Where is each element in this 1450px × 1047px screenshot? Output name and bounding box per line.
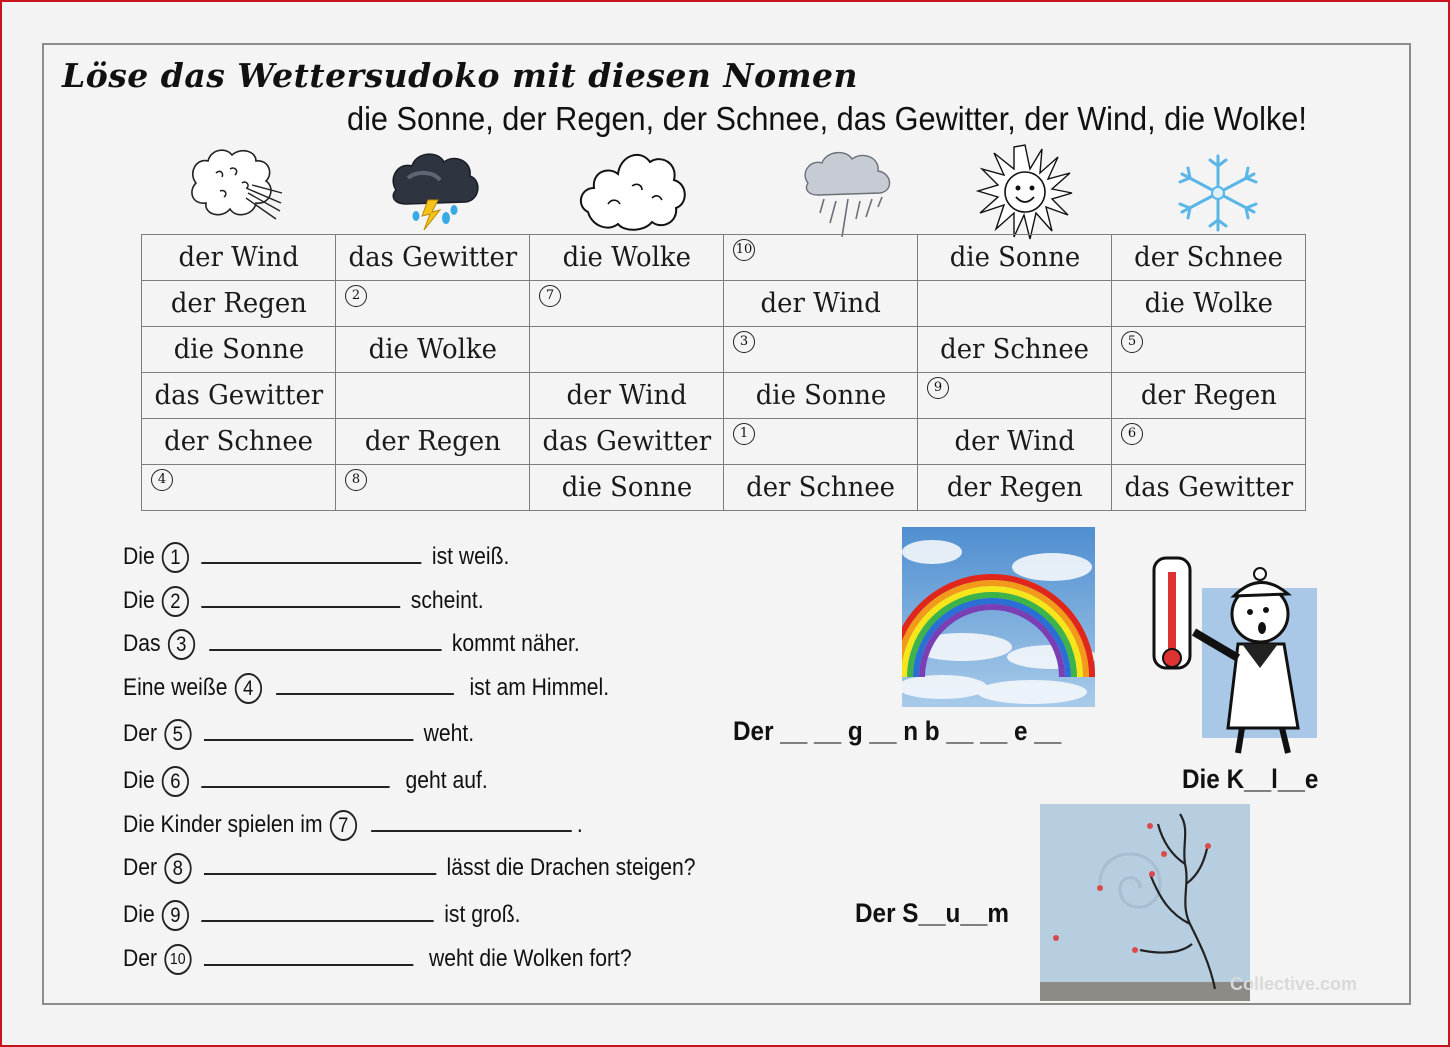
answer-blank[interactable] bbox=[204, 946, 413, 966]
sudoku-empty-cell[interactable] bbox=[1112, 327, 1306, 373]
cell-number-badge: 6 bbox=[1121, 423, 1143, 445]
sentence-start: Das bbox=[123, 629, 161, 657]
number-badge: 6 bbox=[162, 766, 189, 797]
number-badge: 4 bbox=[235, 673, 262, 704]
answer-blank[interactable] bbox=[276, 675, 454, 695]
number-badge: 8 bbox=[164, 853, 191, 884]
rainbow-image bbox=[902, 527, 1095, 707]
sudoku-cell bbox=[1112, 465, 1306, 511]
exercise-sentence bbox=[123, 853, 695, 884]
answer-blank[interactable] bbox=[201, 588, 400, 608]
number-badge: 7 bbox=[330, 810, 357, 841]
sudoku-empty-cell[interactable] bbox=[918, 373, 1112, 419]
sudoku-empty-cell[interactable] bbox=[918, 281, 1112, 327]
sudoku-empty-cell[interactable] bbox=[724, 235, 918, 281]
cell-word: die Sonne bbox=[561, 472, 692, 503]
sudoku-row bbox=[142, 327, 1306, 373]
cell-word: die Sonne bbox=[949, 242, 1080, 273]
sudoku-cell bbox=[1112, 373, 1306, 419]
number-badge: 9 bbox=[162, 900, 189, 931]
sudoku-empty-cell[interactable] bbox=[530, 281, 724, 327]
sudoku-empty-cell[interactable] bbox=[724, 419, 918, 465]
cell-number-badge: 4 bbox=[151, 469, 173, 491]
cell-word: der Regen bbox=[1140, 380, 1277, 411]
sudoku-cell bbox=[530, 235, 724, 281]
cell-word: die Wolke bbox=[562, 242, 691, 273]
sentence-start: Der bbox=[123, 719, 158, 747]
answer-blank[interactable] bbox=[201, 544, 421, 564]
sturm-hint: Der S__u__m bbox=[855, 898, 1009, 928]
sentence-end: ist am Himmel. bbox=[469, 673, 610, 701]
answer-blank[interactable] bbox=[201, 902, 433, 922]
answer-blank[interactable] bbox=[204, 721, 413, 741]
cell-word: das Gewitter bbox=[542, 426, 711, 457]
sudoku-empty-cell[interactable] bbox=[1112, 419, 1306, 465]
exercise-sentence bbox=[123, 629, 580, 660]
exercise-sentence bbox=[123, 719, 474, 750]
number-badge: 2 bbox=[162, 586, 189, 617]
sudoku-cell bbox=[142, 373, 336, 419]
sentence-end: . bbox=[576, 810, 583, 838]
sentence-end: ist weiß. bbox=[431, 542, 510, 570]
sentence-end: lässt die Drachen steigen? bbox=[446, 853, 696, 881]
sudoku-cell bbox=[724, 281, 918, 327]
sentence-start: Die Kinder spielen im bbox=[123, 810, 323, 838]
sudoku-cell bbox=[918, 235, 1112, 281]
sudoku-empty-cell[interactable] bbox=[724, 327, 918, 373]
sudoku-cell bbox=[142, 327, 336, 373]
cell-word: der Regen bbox=[946, 472, 1083, 503]
exercise-sentence bbox=[123, 673, 609, 704]
sudoku-empty-cell[interactable] bbox=[336, 281, 530, 327]
sudoku-cell bbox=[530, 419, 724, 465]
number-badge: 3 bbox=[168, 629, 195, 660]
exercise-sentence bbox=[123, 766, 488, 797]
cell-word: das Gewitter bbox=[1124, 472, 1293, 503]
sentence-start: Die bbox=[123, 586, 155, 614]
cell-word: das Gewitter bbox=[348, 242, 517, 273]
sudoku-cell bbox=[336, 327, 530, 373]
sudoku-row bbox=[142, 465, 1306, 511]
cell-number-badge: 9 bbox=[927, 377, 949, 399]
cell-word: die Sonne bbox=[755, 380, 886, 411]
storm-tree-image bbox=[1040, 804, 1250, 1001]
number-badge: 10 bbox=[164, 944, 191, 975]
answer-blank[interactable] bbox=[204, 855, 436, 875]
answer-blank[interactable] bbox=[209, 631, 441, 651]
sentence-start: Eine weiße bbox=[123, 673, 228, 701]
cell-word: das Gewitter bbox=[154, 380, 323, 411]
cell-word: die Sonne bbox=[173, 334, 304, 365]
answer-blank[interactable] bbox=[371, 812, 572, 832]
sudoku-cell bbox=[530, 465, 724, 511]
answer-blank[interactable] bbox=[201, 768, 389, 788]
sudoku-row bbox=[142, 281, 1306, 327]
sudoku-row bbox=[142, 235, 1306, 281]
sudoku-row bbox=[142, 373, 1306, 419]
exercise-sentence bbox=[123, 900, 520, 931]
sentence-end: weht die Wolken fort? bbox=[428, 944, 632, 972]
cell-number-badge: 2 bbox=[345, 285, 367, 307]
number-badge: 5 bbox=[164, 719, 191, 750]
exercise-sentence bbox=[123, 944, 632, 975]
sentence-end: scheint. bbox=[410, 586, 484, 614]
sudoku-grid bbox=[141, 234, 1306, 511]
sentence-start: Die bbox=[123, 542, 155, 570]
sudoku-empty-cell[interactable] bbox=[336, 373, 530, 419]
exercise-sentence bbox=[123, 810, 583, 841]
cell-number-badge: 1 bbox=[733, 423, 755, 445]
cell-word: der Schnee bbox=[164, 426, 313, 457]
sudoku-cell bbox=[918, 327, 1112, 373]
sudoku-cell bbox=[530, 373, 724, 419]
sudoku-cell bbox=[336, 419, 530, 465]
cell-word: der Wind bbox=[566, 380, 687, 411]
sudoku-empty-cell[interactable] bbox=[530, 327, 724, 373]
sudoku-row bbox=[142, 419, 1306, 465]
sentence-end: geht auf. bbox=[405, 766, 488, 794]
cell-word: der Schnee bbox=[1134, 242, 1283, 273]
sudoku-cell bbox=[724, 465, 918, 511]
sudoku-cell bbox=[142, 419, 336, 465]
sudoku-cell bbox=[1112, 235, 1306, 281]
cell-word: die Wolke bbox=[368, 334, 497, 365]
cell-number-badge: 7 bbox=[539, 285, 561, 307]
cell-number-badge: 3 bbox=[733, 331, 755, 353]
cell-word: der Wind bbox=[178, 242, 299, 273]
sudoku-cell bbox=[918, 419, 1112, 465]
sudoku-cell bbox=[142, 235, 336, 281]
cell-word: der Schnee bbox=[746, 472, 895, 503]
regenbogen-hint: Der __ __ g __ n b __ __ e __ bbox=[733, 716, 1062, 746]
sudoku-cell bbox=[142, 281, 336, 327]
cell-word: die Wolke bbox=[1144, 288, 1273, 319]
cell-word: der Schnee bbox=[940, 334, 1089, 365]
sudoku-cell bbox=[336, 235, 530, 281]
sentence-start: Die bbox=[123, 900, 155, 928]
watermark: Collective.com bbox=[1230, 974, 1358, 994]
worksheet-title: Löse das Wettersudoko mit diesen Nomen bbox=[62, 56, 858, 95]
noun-list: die Sonne, der Regen, der Schnee, das Gewitter, der Wind, die Wolke! bbox=[347, 100, 1307, 137]
sudoku-empty-cell[interactable] bbox=[336, 465, 530, 511]
cell-word: der Regen bbox=[364, 426, 501, 457]
sentence-start: Der bbox=[123, 944, 158, 972]
sudoku-cell bbox=[724, 373, 918, 419]
cell-number-badge: 8 bbox=[345, 469, 367, 491]
kaelte-hint: Die K__l__e bbox=[1182, 764, 1319, 794]
sentence-end: kommt näher. bbox=[451, 629, 580, 657]
sentence-end: ist groß. bbox=[444, 900, 521, 928]
cell-word: der Wind bbox=[760, 288, 881, 319]
cold-man-image bbox=[1142, 548, 1322, 760]
sudoku-empty-cell[interactable] bbox=[142, 465, 336, 511]
sudoku-cell bbox=[918, 465, 1112, 511]
exercise-sentence bbox=[123, 586, 484, 617]
exercise-sentence bbox=[123, 542, 509, 573]
sentence-start: Die bbox=[123, 766, 155, 794]
sentence-end: weht. bbox=[423, 719, 475, 747]
sudoku-cell bbox=[1112, 281, 1306, 327]
number-badge: 1 bbox=[162, 542, 189, 573]
cell-number-badge: 5 bbox=[1121, 331, 1143, 353]
sentence-start: Der bbox=[123, 853, 158, 881]
cell-number-badge: 10 bbox=[733, 239, 755, 261]
cell-word: der Wind bbox=[954, 426, 1075, 457]
cell-word: der Regen bbox=[170, 288, 307, 319]
